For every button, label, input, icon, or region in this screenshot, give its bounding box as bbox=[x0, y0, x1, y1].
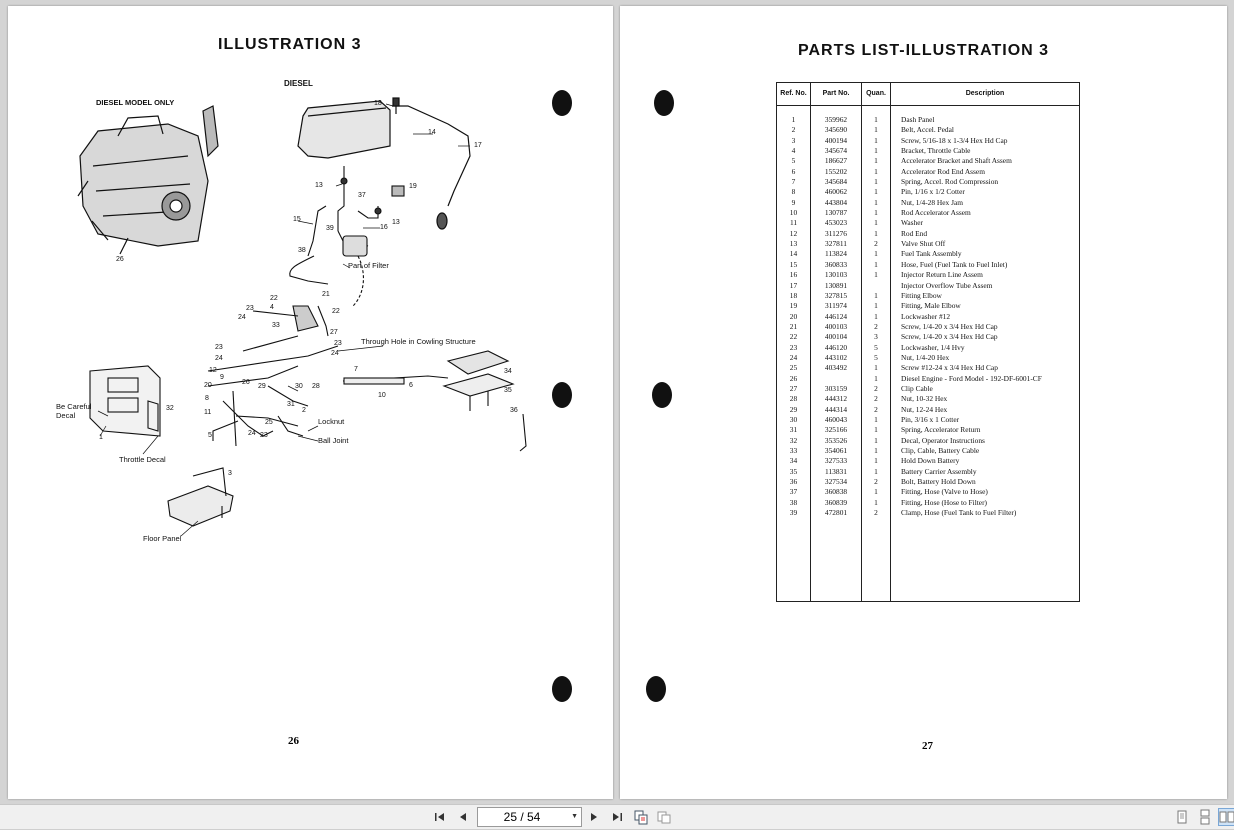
description-cell: Nut, 12-24 Hex bbox=[901, 404, 948, 414]
ref-cell: 39 bbox=[789, 508, 798, 518]
callout-20: 20 bbox=[204, 382, 212, 389]
viewer-toolbar bbox=[0, 804, 1234, 829]
qty-cell: 1 bbox=[874, 135, 878, 145]
part-no-cell: 360838 bbox=[824, 487, 848, 497]
qty-cell: 1 bbox=[874, 115, 878, 124]
callout-18: 18 bbox=[374, 100, 382, 107]
ref-cell: 11 bbox=[789, 218, 798, 228]
callout-36: 36 bbox=[510, 407, 518, 414]
description-cell: Lockwasher, 1/4 Hvy bbox=[901, 342, 965, 352]
description-cell: Fuel Tank Assembly bbox=[901, 249, 962, 259]
qty-cell: 1 bbox=[874, 156, 878, 166]
table-row bbox=[777, 353, 1079, 363]
floor-panel-label: Floor Panel bbox=[143, 534, 182, 543]
description-cell: Diesel Engine - Ford Model - 192-DF-6001-CF bbox=[901, 373, 1042, 383]
part-no-cell: 453023 bbox=[824, 218, 848, 228]
single-page-view-icon[interactable] bbox=[1174, 809, 1190, 825]
qty-cell: 1 bbox=[874, 414, 878, 424]
part-no-cell: 443102 bbox=[824, 352, 848, 362]
callout-13: 13 bbox=[315, 182, 323, 189]
part-no-cell: 446120 bbox=[824, 342, 848, 352]
callout-25: 25 bbox=[265, 419, 273, 426]
table-row bbox=[777, 415, 1079, 425]
table-row bbox=[777, 508, 1079, 518]
callout-39: 39 bbox=[326, 225, 334, 232]
description-cell: Screw #12-24 x 3/4 Hex Hd Cap bbox=[901, 363, 998, 373]
description-cell: Washer bbox=[901, 218, 923, 228]
qty-cell: 1 bbox=[874, 146, 878, 156]
table-row bbox=[777, 208, 1079, 218]
callout-31: 31 bbox=[287, 401, 295, 408]
part-no-cell: 345690 bbox=[824, 125, 848, 135]
ref-cell: 7 bbox=[791, 177, 796, 187]
part-no-cell: 443804 bbox=[824, 197, 848, 207]
description-cell: Accelerator Bracket and Shaft Assem bbox=[901, 156, 1012, 166]
illustration-subtitle: DIESEL bbox=[284, 79, 313, 88]
ref-cell: 28 bbox=[789, 394, 798, 404]
ref-cell: 14 bbox=[789, 249, 798, 259]
page-number: 26 bbox=[288, 735, 299, 747]
engine-drawing bbox=[78, 106, 218, 254]
qty-cell: 1 bbox=[874, 497, 878, 507]
qty-cell: 2 bbox=[874, 239, 878, 249]
description-cell: Spring, Accelerator Return bbox=[901, 425, 981, 435]
qty-cell: 2 bbox=[874, 508, 878, 518]
callout-12: 12 bbox=[209, 367, 217, 374]
callout-17: 17 bbox=[474, 142, 482, 149]
table-row bbox=[777, 218, 1079, 228]
description-cell: Hose, Fuel (Fuel Tank to Fuel Inlet) bbox=[901, 259, 1008, 269]
be-careful-decal-label: Be Careful Decal bbox=[56, 402, 92, 420]
callout-7: 7 bbox=[354, 366, 358, 373]
ref-cell: 26 bbox=[789, 373, 798, 383]
part-no-cell: 472801 bbox=[824, 508, 848, 518]
callout-11: 11 bbox=[204, 409, 212, 416]
ref-cell: 24 bbox=[789, 352, 798, 362]
model-note: DIESEL MODEL ONLY bbox=[96, 98, 175, 107]
callout-24b: 24 bbox=[331, 350, 339, 357]
qty-cell: 1 bbox=[874, 125, 878, 135]
description-cell: Screw, 1/4-20 x 3/4 Hex Hd Cap bbox=[901, 332, 998, 342]
table-row bbox=[777, 394, 1079, 404]
part-no-cell: 360833 bbox=[824, 259, 848, 269]
description-cell: Spring, Accel. Rod Compression bbox=[901, 177, 999, 187]
description-cell: Injector Overflow Tube Assem bbox=[901, 280, 993, 290]
page-indicator: 25 / 54 bbox=[503, 810, 541, 824]
callout-13b: 13 bbox=[392, 219, 400, 226]
description-cell: Screw, 1/4-20 x 3/4 Hex Hd Cap bbox=[901, 321, 998, 331]
table-row bbox=[777, 167, 1079, 177]
qty-cell: 2 bbox=[874, 383, 878, 393]
ref-cell: 17 bbox=[789, 280, 798, 290]
table-row bbox=[777, 498, 1079, 508]
callout-9: 9 bbox=[220, 374, 224, 381]
qty-cell: 1 bbox=[874, 259, 878, 269]
callout-26b: 26 bbox=[242, 379, 250, 386]
binder-hole bbox=[652, 382, 672, 408]
ref-cell: 29 bbox=[789, 404, 798, 414]
part-no-cell: 353526 bbox=[824, 435, 848, 445]
ref-cell: 34 bbox=[789, 456, 798, 466]
callout-29: 29 bbox=[258, 383, 266, 390]
part-no-cell: 311974 bbox=[825, 301, 847, 311]
part-no-cell: 327534 bbox=[824, 477, 848, 487]
paste-icon[interactable] bbox=[656, 809, 672, 825]
callout-37: 37 bbox=[358, 192, 366, 199]
last-page-icon[interactable] bbox=[609, 809, 625, 825]
ref-cell: 33 bbox=[789, 446, 798, 455]
description-cell: Accelerator Rod End Assem bbox=[901, 166, 985, 176]
callout-4: 4 bbox=[270, 304, 274, 311]
ref-cell: 8 bbox=[791, 187, 796, 197]
callout-24c: 24 bbox=[215, 355, 223, 362]
table-row bbox=[777, 436, 1079, 446]
description-cell: Fitting Elbow bbox=[901, 290, 942, 300]
ref-cell: 35 bbox=[789, 466, 798, 476]
table-row bbox=[777, 312, 1079, 322]
table-row bbox=[777, 198, 1079, 208]
qty-cell: 1 bbox=[874, 249, 878, 259]
ref-cell: 21 bbox=[789, 321, 798, 331]
description-cell: Fitting, Hose (Valve to Hose) bbox=[901, 487, 988, 497]
binder-hole bbox=[654, 90, 674, 116]
table-row bbox=[777, 125, 1079, 135]
part-no-cell: 303159 bbox=[824, 383, 848, 393]
left-page bbox=[8, 6, 613, 799]
table-row bbox=[777, 301, 1079, 311]
qty-cell: 2 bbox=[874, 404, 878, 414]
ref-cell: 2 bbox=[791, 125, 796, 135]
callout-5: 5 bbox=[208, 432, 212, 439]
callout-35: 35 bbox=[504, 387, 512, 394]
ref-cell: 20 bbox=[789, 311, 798, 321]
table-row bbox=[777, 239, 1079, 249]
table-row bbox=[777, 405, 1079, 415]
qty-cell: 1 bbox=[874, 373, 878, 383]
qty-cell: 1 bbox=[874, 435, 878, 445]
ref-cell: 1 bbox=[791, 115, 796, 124]
qty-cell: 1 bbox=[874, 425, 878, 435]
qty-cell: 1 bbox=[874, 197, 878, 207]
illustration-title: ILLUSTRATION 3 bbox=[218, 36, 362, 53]
qty-cell: 3 bbox=[874, 332, 878, 342]
table-row bbox=[777, 322, 1079, 332]
ball-joint-label: Ball Joint bbox=[318, 436, 349, 445]
column-header-qty: Quan. bbox=[862, 83, 890, 106]
table-row bbox=[777, 187, 1079, 197]
ref-cell: 5 bbox=[791, 156, 796, 166]
description-cell: Pin, 3/16 x 1 Cotter bbox=[901, 414, 960, 424]
copy-icon[interactable] bbox=[633, 809, 649, 825]
fuel-tank-drawing bbox=[298, 98, 470, 229]
table-row bbox=[777, 487, 1079, 497]
ref-cell: 25 bbox=[789, 363, 798, 373]
part-no-cell: 460062 bbox=[824, 187, 848, 197]
qty-cell: 2 bbox=[874, 321, 878, 331]
part-no-cell: 460043 bbox=[824, 414, 848, 424]
qty-cell: 1 bbox=[874, 218, 878, 228]
ref-cell: 23 bbox=[789, 342, 798, 352]
callout-38: 38 bbox=[298, 247, 306, 254]
column-header-ref: Ref. No. bbox=[777, 83, 810, 106]
table-row bbox=[777, 249, 1079, 259]
part-of-filter-label: Part of Filter bbox=[348, 261, 389, 270]
ref-cell: 16 bbox=[789, 270, 798, 280]
callout-33: 33 bbox=[272, 322, 280, 329]
callout-22: 22 bbox=[270, 295, 278, 302]
page-number: 27 bbox=[922, 740, 933, 752]
description-cell: Pin, 1/16 x 1/2 Cotter bbox=[901, 187, 965, 197]
description-cell: Belt, Accel. Pedal bbox=[901, 125, 954, 135]
description-cell: Fitting, Hose (Hose to Filter) bbox=[901, 497, 988, 507]
callout-2: 2 bbox=[302, 407, 306, 414]
qty-cell: 1 bbox=[874, 187, 878, 197]
qty-cell: 2 bbox=[874, 477, 878, 487]
ref-cell: 27 bbox=[789, 383, 798, 393]
ref-cell: 37 bbox=[789, 487, 798, 497]
callout-24d: 24 bbox=[248, 430, 256, 437]
callout-34: 34 bbox=[504, 368, 512, 375]
callout-30: 30 bbox=[295, 383, 303, 390]
table-row bbox=[777, 177, 1079, 187]
page-selector[interactable] bbox=[477, 807, 582, 827]
description-cell: Dash Panel bbox=[901, 115, 935, 124]
table-row bbox=[777, 477, 1079, 487]
qty-cell: 1 bbox=[874, 301, 878, 311]
qty-cell: 1 bbox=[874, 166, 878, 176]
part-no-cell: 345684 bbox=[824, 177, 848, 187]
table-row bbox=[777, 467, 1079, 477]
table-row bbox=[777, 384, 1079, 394]
callout-23d: 23 bbox=[260, 432, 268, 439]
right-page bbox=[620, 6, 1227, 799]
callout-1: 1 bbox=[99, 434, 103, 441]
through-hole-label: Through Hole in Cowling Structure bbox=[361, 337, 476, 346]
description-cell: Clip, Cable, Battery Cable bbox=[901, 446, 980, 455]
qty-cell: 5 bbox=[874, 342, 878, 352]
table-row bbox=[777, 425, 1079, 435]
part-no-cell: 359962 bbox=[824, 115, 848, 124]
table-row bbox=[777, 363, 1079, 373]
part-no-cell: 400194 bbox=[824, 135, 848, 145]
callout-32: 32 bbox=[166, 405, 174, 412]
ref-cell: 36 bbox=[789, 477, 798, 487]
callout-14: 14 bbox=[428, 129, 436, 136]
callout-27: 27 bbox=[330, 329, 338, 336]
table-row bbox=[777, 146, 1079, 156]
table-row bbox=[777, 343, 1079, 353]
part-no-cell: 354061 bbox=[824, 446, 848, 455]
qty-cell: 1 bbox=[874, 228, 878, 238]
part-no-cell: 403492 bbox=[824, 363, 848, 373]
throttle-decal-label: Throttle Decal bbox=[119, 455, 166, 464]
table-row bbox=[777, 291, 1079, 301]
part-no-cell: 155202 bbox=[824, 166, 848, 176]
part-no-cell: 327815 bbox=[824, 290, 848, 300]
table-row bbox=[777, 446, 1079, 456]
battery-tray-drawing bbox=[444, 351, 526, 451]
ref-cell: 3 bbox=[791, 135, 796, 145]
callout-3: 3 bbox=[228, 470, 232, 477]
callout-23c: 23 bbox=[215, 344, 223, 351]
qty-cell: 1 bbox=[874, 456, 878, 466]
table-row bbox=[777, 115, 1079, 125]
ref-cell: 31 bbox=[789, 425, 798, 435]
ref-cell: 19 bbox=[789, 301, 798, 311]
column-header-part: Part No. bbox=[811, 83, 861, 106]
qty-cell: 2 bbox=[874, 394, 878, 404]
qty-cell: 1 bbox=[874, 311, 878, 321]
table-row bbox=[777, 456, 1079, 466]
qty-cell: 5 bbox=[874, 352, 878, 362]
description-cell: Battery Carrier Assembly bbox=[901, 466, 977, 476]
part-no-cell: 400103 bbox=[824, 321, 848, 331]
qty-cell: 1 bbox=[874, 270, 878, 280]
part-no-cell: 130891 bbox=[824, 280, 848, 290]
callout-23: 23 bbox=[246, 305, 254, 312]
qty-cell: 1 bbox=[874, 363, 878, 373]
ref-cell: 15 bbox=[789, 259, 798, 269]
callout-23b: 23 bbox=[334, 340, 342, 347]
part-no-cell: 186627 bbox=[824, 156, 848, 166]
qty-cell: 1 bbox=[874, 466, 878, 476]
part-no-cell: 327533 bbox=[824, 456, 848, 466]
description-cell: Valve Shut Off bbox=[901, 239, 946, 249]
description-cell: Rod Accelerator Assem bbox=[901, 208, 971, 218]
part-no-cell: 444314 bbox=[824, 404, 848, 414]
description-cell: Rod End bbox=[901, 228, 928, 238]
description-cell: Clip Cable bbox=[901, 383, 933, 393]
table-row bbox=[777, 156, 1079, 166]
qty-cell: 1 bbox=[874, 177, 878, 187]
chevron-down-icon: ▼ bbox=[571, 813, 578, 820]
callout-26: 26 bbox=[116, 256, 124, 263]
floor-panel-drawing bbox=[168, 468, 233, 526]
continuous-view-icon[interactable] bbox=[1197, 809, 1213, 825]
callout-15: 15 bbox=[293, 216, 301, 223]
ref-cell: 10 bbox=[789, 208, 798, 218]
part-no-cell: 311276 bbox=[825, 228, 847, 238]
part-no-cell: 130787 bbox=[824, 208, 848, 218]
part-no-cell: 446124 bbox=[824, 311, 848, 321]
part-no-cell: 113831 bbox=[825, 466, 847, 476]
callout-19: 19 bbox=[409, 183, 417, 190]
qty-cell: 1 bbox=[874, 487, 878, 497]
callout-6: 6 bbox=[409, 382, 413, 389]
description-cell: Nut, 1/4-20 Hex bbox=[901, 352, 950, 362]
callout-22b: 22 bbox=[332, 308, 340, 315]
description-cell: Injector Return Line Assem bbox=[901, 270, 983, 280]
qty-cell: 1 bbox=[874, 208, 878, 218]
table-row bbox=[777, 332, 1079, 342]
column-header-desc: Description bbox=[891, 83, 1079, 106]
ref-cell: 6 bbox=[791, 166, 796, 176]
description-cell: Screw, 5/16-18 x 1-3/4 Hex Hd Cap bbox=[901, 135, 1008, 145]
description-cell: Fitting, Male Elbow bbox=[901, 301, 961, 311]
part-no-cell: 130103 bbox=[824, 270, 848, 280]
table-row bbox=[777, 260, 1079, 270]
part-no-cell: 327811 bbox=[825, 239, 847, 249]
callout-28: 28 bbox=[312, 383, 320, 390]
parts-rows bbox=[777, 115, 1079, 518]
description-cell: Bracket, Throttle Cable bbox=[901, 146, 971, 156]
parts-list-title: PARTS LIST-ILLUSTRATION 3 bbox=[798, 42, 1050, 59]
callout-8: 8 bbox=[205, 395, 209, 402]
qty-cell: 1 bbox=[874, 446, 878, 455]
qty-cell: 1 bbox=[874, 290, 878, 300]
two-page-view-icon[interactable] bbox=[1218, 808, 1234, 826]
part-no-cell: 400104 bbox=[824, 332, 848, 342]
binder-hole bbox=[646, 676, 666, 702]
callout-10: 10 bbox=[378, 392, 386, 399]
fuel-lines-drawing bbox=[290, 166, 404, 306]
ref-cell: 32 bbox=[789, 435, 798, 445]
ref-cell: 12 bbox=[789, 228, 798, 238]
parts-table bbox=[776, 82, 1080, 602]
description-cell: Lockwasher #12 bbox=[901, 311, 951, 321]
description-cell: Clamp, Hose (Fuel Tank to Fuel Filter) bbox=[901, 508, 1017, 518]
description-cell: Nut, 10-32 Hex bbox=[901, 394, 948, 404]
description-cell: Hold Down Battery bbox=[901, 456, 960, 466]
ref-cell: 38 bbox=[789, 497, 798, 507]
next-page-icon[interactable] bbox=[586, 809, 602, 825]
part-no-cell: 345674 bbox=[824, 146, 848, 156]
table-row bbox=[777, 270, 1079, 280]
locknut-label: Locknut bbox=[318, 417, 345, 426]
part-no-cell: 360839 bbox=[824, 497, 848, 507]
callout-24: 24 bbox=[238, 314, 246, 321]
dash-panel-drawing bbox=[90, 366, 160, 436]
ref-cell: 18 bbox=[789, 290, 798, 300]
callout-16: 16 bbox=[380, 224, 388, 231]
first-page-icon[interactable] bbox=[432, 809, 448, 825]
table-row bbox=[777, 136, 1079, 146]
description-cell: Nut, 1/4-28 Hex Jam bbox=[901, 197, 963, 207]
callout-21: 21 bbox=[322, 291, 330, 298]
ref-cell: 22 bbox=[789, 332, 798, 342]
part-no-cell: 113824 bbox=[825, 249, 847, 259]
table-row bbox=[777, 281, 1079, 291]
ref-cell: 9 bbox=[791, 197, 796, 207]
part-no-cell: 325166 bbox=[824, 425, 848, 435]
ref-cell: 13 bbox=[789, 239, 798, 249]
ref-cell: 30 bbox=[789, 414, 798, 424]
description-cell: Bolt, Battery Hold Down bbox=[901, 477, 976, 487]
prev-page-icon[interactable] bbox=[455, 809, 471, 825]
part-no-cell: 444312 bbox=[824, 394, 848, 404]
table-row bbox=[777, 374, 1079, 384]
table-row bbox=[777, 229, 1079, 239]
description-cell: Decal, Operator Instructions bbox=[901, 435, 985, 445]
ref-cell: 4 bbox=[791, 146, 796, 156]
